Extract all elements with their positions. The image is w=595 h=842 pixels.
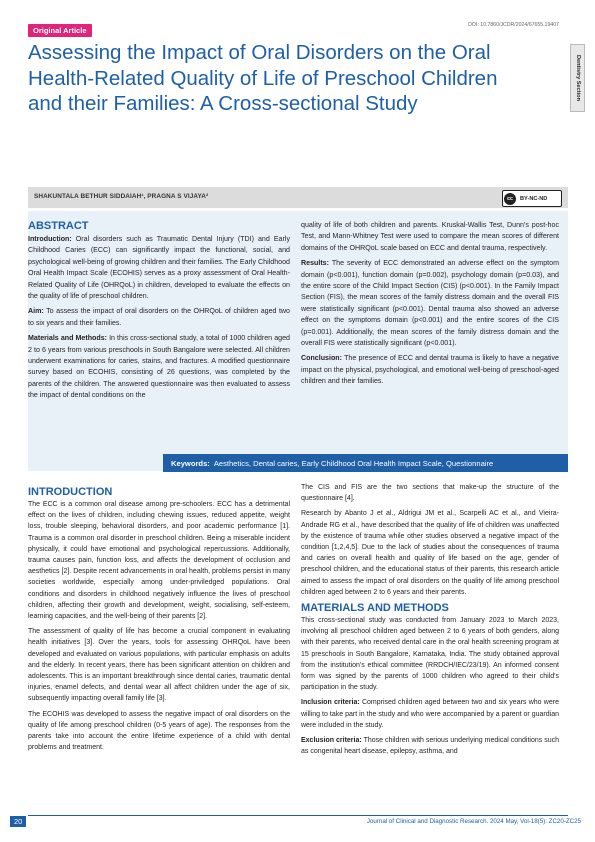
- exclusion-criteria: [301, 735, 559, 757]
- inclusion-text: Comprised children aged between two and six years who were willing to take part in the study and who were accompanied by a parent or guardian were included in the study.: [301, 699, 559, 729]
- body-right-column: [301, 482, 559, 761]
- cc-icon: cc: [504, 193, 516, 205]
- keywords-label: Keywords:: [171, 458, 210, 468]
- intro-paragraph-1: The ECC is a common oral disease among pre-schoolers. ECC has a detrimental effect on the lives of children, including chewing issues, reduced appetite, weight loss, trouble sleeping, behavioral disorders, and poor academic performance [1]. Trauma is a common oral disorder in preschool children. Being a miserable incident physically, it could have emotional and psychological repercussions. Additionally, trauma causes pain, function loss, and affects the development of occlusion and aesthetics [2]. Despite recent advancements in oral health, problems persist in many societies worldwide, especially among under-priviledged populations. Oral conditions and disorders in childhood negatively influence the lives of preschool children, affecting their growth and development, weight, socialising, self-esteem, learning capacities, and the well-being of their parents [2].: [28, 501, 290, 621]
- author-bar: [28, 187, 568, 208]
- intro-text: Oral disorders such as Traumatic Dental Injury (TDI) and Early Childhood Caries (ECC) can significantly impact the functional, social, and psychological well-being of growing children and their families. The Early Childhood Oral Health Impact Scale (ECOHIS) serves as a proxy assessment of Oral Health-Related Quality of Life (OHRQoL) in children, developed to evaluate the effects on the quality of life of preschool children.: [28, 235, 290, 301]
- aim-text: To assess the impact of oral disorders on the OHRQoL of children aged two to six years and their families.: [28, 307, 291, 327]
- methods-text: In this cross-sectional study, a total of 1000 children aged 2 to 6 years from various preschools in South Bangalore were selected. All children underwent examinations for caries, stains, and fractures. A modified questionnaire survey based on ECOHIS, consisting of 26 questions, was completed by the parents of the children. The answered questionnaire was then evaluated to assess the impact of dental conditions on the: [28, 334, 290, 400]
- intro-label: Introduction:: [28, 235, 72, 243]
- introduction-heading: INTRODUCTION: [28, 486, 113, 498]
- footer-divider: [28, 815, 568, 816]
- keywords-bar: [163, 454, 568, 472]
- abstract-results: [301, 258, 559, 349]
- exclusion-label: Exclusion criteria:: [301, 737, 362, 745]
- body-left-column: [28, 486, 290, 757]
- inclusion-label: Inclusion criteria:: [301, 699, 360, 707]
- cc-license-badge[interactable]: [502, 190, 562, 207]
- article-type-tag: Original Article: [28, 24, 92, 37]
- author-list: SHAKUNTALA BETHUR SIDDAIAH¹, PRAGNA S VIJAYA²: [34, 193, 209, 200]
- abstract-heading: ABSTRACT: [28, 220, 89, 232]
- license-text: BY-NC-ND: [520, 195, 548, 202]
- methods-label: Materials and Methods:: [28, 334, 108, 343]
- section-tab: [570, 44, 585, 112]
- intro-paragraph-5: Research by Abanto J et al., Aldrigui JM et al., Scarpelli AC et al., and Vieira-Andrade RG et al., have described that the quality of life of children was unaffected by the existence of trauma while other studies observed a negative impact of the condition [1,2,4,5]. Due to the lack of studies about the consequences of trauma and caries on overall health and quality of life based on the age, gender of preschool children, and the educational status of their parents, this research article aimed to assess the impact of oral disorders on the quality of life among preschool children aged between 2 to 6 years and their parents.: [301, 510, 559, 596]
- abstract-introduction: [28, 234, 290, 302]
- abstract-methods-continued: quality of life of both children and parents. Kruskal-Wallis Test, Dunn's post-hoc Test, and Mann-Whitney Test were used to compare the mean scores of different domains of the OHRQoL scale based on ECC and dental trauma, respectively.: [301, 221, 559, 252]
- intro-paragraph-4: The CIS and FIS are the two sections that make-up the structure of the questionnaire [4].: [301, 484, 559, 503]
- abstract-methods: [28, 333, 290, 401]
- aim-label: Aim:: [28, 307, 44, 316]
- keywords-text: Aesthetics, Dental caries, Early Childhood Oral Health Impact Scale, Questionnaire: [213, 458, 494, 468]
- methods-heading: MATERIALS AND METHODS: [301, 602, 449, 615]
- exclusion-text: Those children with serious underlying medical conditions such as congenital heart disease, epilepsy, asthma, and: [301, 737, 559, 756]
- abstract-left-column: [28, 220, 290, 406]
- inclusion-criteria: [301, 697, 559, 731]
- abstract-conclusion: [301, 353, 559, 387]
- abstract-aim: [28, 306, 290, 329]
- article-title: Assessing the Impact of Oral Disorders on the Oral Health-Related Quality of Life of Preschool Children and their Families: A Cross-sectional Study: [28, 41, 498, 115]
- doi[interactable]: DOI: 10.7860/JCDR/2024/67655.19407: [468, 22, 559, 28]
- section-label: Dentistry Section: [574, 54, 581, 102]
- intro-paragraph-3: The ECOHIS was developed to assess the negative impact of oral disorders on the quality of life among preschool children (0-5 years of age). The responses from the parents take into account the entire lifetime experience of a child with dental problems and treatment.: [28, 710, 290, 752]
- page-number: 20: [10, 816, 26, 827]
- journal-citation: Journal of Clinical and Diagnostic Research. 2024 May, Vol-18(5): ZC20-ZC25: [366, 818, 581, 825]
- intro-paragraph-2: The assessment of quality of life has become a crucial component in evaluating health initiatives [3]. Over the years, tools for assessing OHRQoL have been developed and evaluated on various populations, with particular emphasis on adults and the elderly. In recent years, there has been significant attention on children and adolescents. This is an important breakthrough since dental caries, traumatic dental injuries, enamel defects, and dental wear all affect children under the age of six, subsequently impacting overall family life [3].: [28, 628, 290, 703]
- conclusion-text: The presence of ECC and dental trauma is likely to have a negative impact on the physical, psychological, and emotional well-being of preschool-aged children and their families.: [301, 354, 559, 386]
- results-text: The severity of ECC demonstrated an adverse effect on the symptom domain (p<0.001), function domain (p=0.002), psychology domain (p=0.03), and the entire score of the Child Impact Section (CIS) (p<0.001). In the Family Impact Section (FIS), the mean scores of the family distress domain and the overall FIS were statistically significant (p<0.001). Dental trauma also showed an adverse effect on the symptoms domain (p<0.001) and the entire scores of the CIS (p=0.001). Additionally, the mean scores of the family distress domain and the overall FIS were statistically significant (p<0.001).: [301, 259, 559, 348]
- results-label: Results:: [301, 259, 329, 268]
- abstract-right-column: [301, 220, 559, 392]
- conclusion-label: Conclusion:: [301, 354, 342, 363]
- methods-paragraph-1: This cross-sectional study was conducted from January 2023 to March 2023, involving all preschool children aged between 2 to 6 years of both genders, along with their parents, who received dental care in the oral health screening program at 15 preschools in South Bangalore, Karnataka, India. The study obtained approval from the institution's ethical committee (RRDCH/IEC/23/19). An informed consent form was signed by the parents of 1000 children who agreed to their child's participation in the study.: [301, 617, 559, 692]
